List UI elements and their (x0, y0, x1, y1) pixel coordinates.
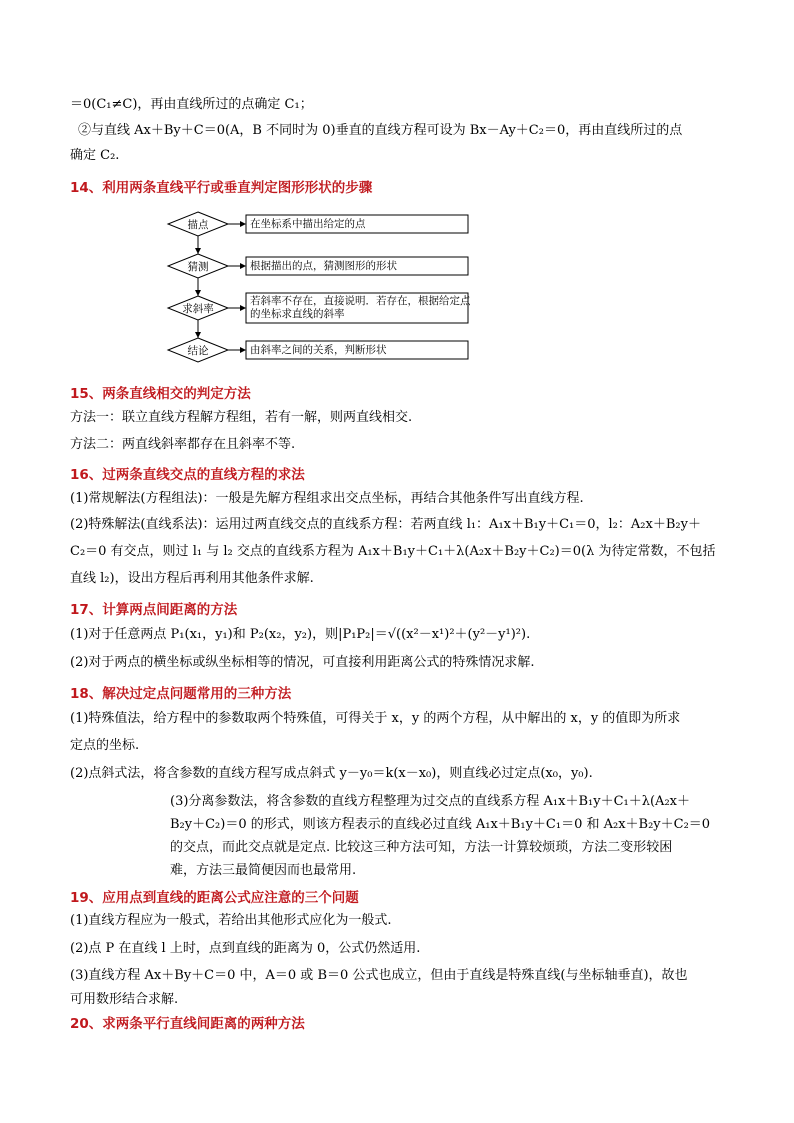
flow-box-text: 根据描出的点，猜测图形的形状 (250, 260, 397, 272)
text-line: 确定 C₂. (70, 148, 120, 163)
text-line: (1)对于任意两点 P₁(x₁，y₁)和 P₂(x₂，y₂)，则|P₁P₂|＝√((x²－x¹)²＋(y²－y¹)²). (70, 627, 531, 642)
section-heading-18: 18、解决过定点问题常用的三种方法 (70, 686, 292, 702)
section-heading-14: 14、利用两条直线平行或垂直判定图形形状的步骤 (70, 180, 373, 196)
text-line: (3)分离参数法，将含参数的直线方程整理为过交点的直线系方程 A₁x＋B₁y＋C₁＋λ(A₂x＋ (170, 794, 690, 809)
text-line: 方法一：联立直线方程解方程组，若有一解，则两直线相交. (70, 410, 413, 425)
text-line: B₂y＋C₂)＝0 的形式，则该方程表示的直线必过直线 A₁x＋B₁y＋C₁＝0 和 A₂x＋B₂y＋C₂＝0 (170, 817, 711, 832)
text-line: (2)对于两点的横坐标或纵坐标相等的情况，可直接利用距离公式的特殊情况求解. (70, 655, 535, 670)
flow-node-label: 猜测 (187, 261, 209, 273)
flow-node-label: 结论 (187, 345, 209, 357)
section-heading-15: 15、两条直线相交的判定方法 (70, 386, 251, 402)
text-line: (2)特殊解法(直线系法)：运用过两直线交点的直线系方程：若两直线 l₁：A₁x＋B₁y＋C₁＝0，l₂：A₂x＋B₂y＋ (70, 517, 701, 532)
text-line: (2)点斜式法，将含参数的直线方程写成点斜式 y－y₀＝k(x－x₀)，则直线必过定点(x₀，y₀). (70, 766, 593, 781)
text-line: (1)直线方程应为一般式，若给出其他形式应化为一般式. (70, 913, 392, 928)
text-line: 难，方法三最简便因而也最常用. (170, 863, 357, 878)
text-line: 方法二：两直线斜率都存在且斜率不等. (70, 437, 296, 452)
flowchart (0, 0, 794, 380)
text-line: (1)特殊值法，给方程中的参数取两个特殊值，可得关于 x，y 的两个方程，从中解出的 x，y 的值即为所求 (70, 711, 681, 726)
text-line: ＝0(C₁≠C)，再由直线所过的点确定 C₁； (70, 97, 313, 112)
text-line: ②与直线 Ax＋By＋C＝0(A，B 不同时为 0)垂直的直线方程可设为 Bx－Ay＋C₂＝0，再由直线所过的点 (78, 123, 683, 138)
flow-node-label: 描点 (187, 219, 209, 231)
text-line: 可用数形结合求解. (70, 992, 179, 1007)
section-heading-19: 19、应用点到直线的距离公式应注意的三个问题 (70, 890, 359, 906)
text-line: (2)点 P 在直线 l 上时，点到直线的距离为 0，公式仍然适用. (70, 941, 421, 956)
text-line: (3)直线方程 Ax＋By＋C＝0 中，A＝0 或 B＝0 公式也成立，但由于直线是特殊直线(与坐标轴垂直)，故也 (70, 968, 688, 983)
flow-box-text: 的坐标求直线的斜率 (250, 308, 345, 320)
flow-box-text: 若斜率不存在，直接说明．若存在，根据给定点 (250, 295, 471, 307)
text-line: 直线 l₂)，设出方程后再利用其他条件求解. (70, 571, 314, 586)
flow-box-text: 在坐标系中描出给定的点 (250, 218, 366, 230)
text-line: 定点的坐标. (70, 738, 140, 753)
text-line: C₂＝0 有交点，则过 l₁ 与 l₂ 交点的直线系方程为 A₁x＋B₁y＋C₁＋λ(A₂x＋B₂y＋C₂)＝0(λ 为待定常数，不包括 (70, 544, 716, 559)
section-heading-20: 20、求两条平行直线间距离的两种方法 (70, 1016, 305, 1032)
text-line: (1)常规解法(方程组法)：一般是先解方程组求出交点坐标，再结合其他条件写出直线方程. (70, 491, 584, 506)
section-heading-17: 17、计算两点间距离的方法 (70, 602, 238, 618)
flow-node-label: 求斜率 (182, 303, 214, 315)
flow-box-text: 由斜率之间的关系，判断形状 (250, 344, 387, 356)
text-line: 的交点，而此交点就是定点. 比较这三种方法可知，方法一计算较烦琐，方法二变形较困 (170, 840, 673, 855)
section-heading-16: 16、过两条直线交点的直线方程的求法 (70, 467, 305, 483)
